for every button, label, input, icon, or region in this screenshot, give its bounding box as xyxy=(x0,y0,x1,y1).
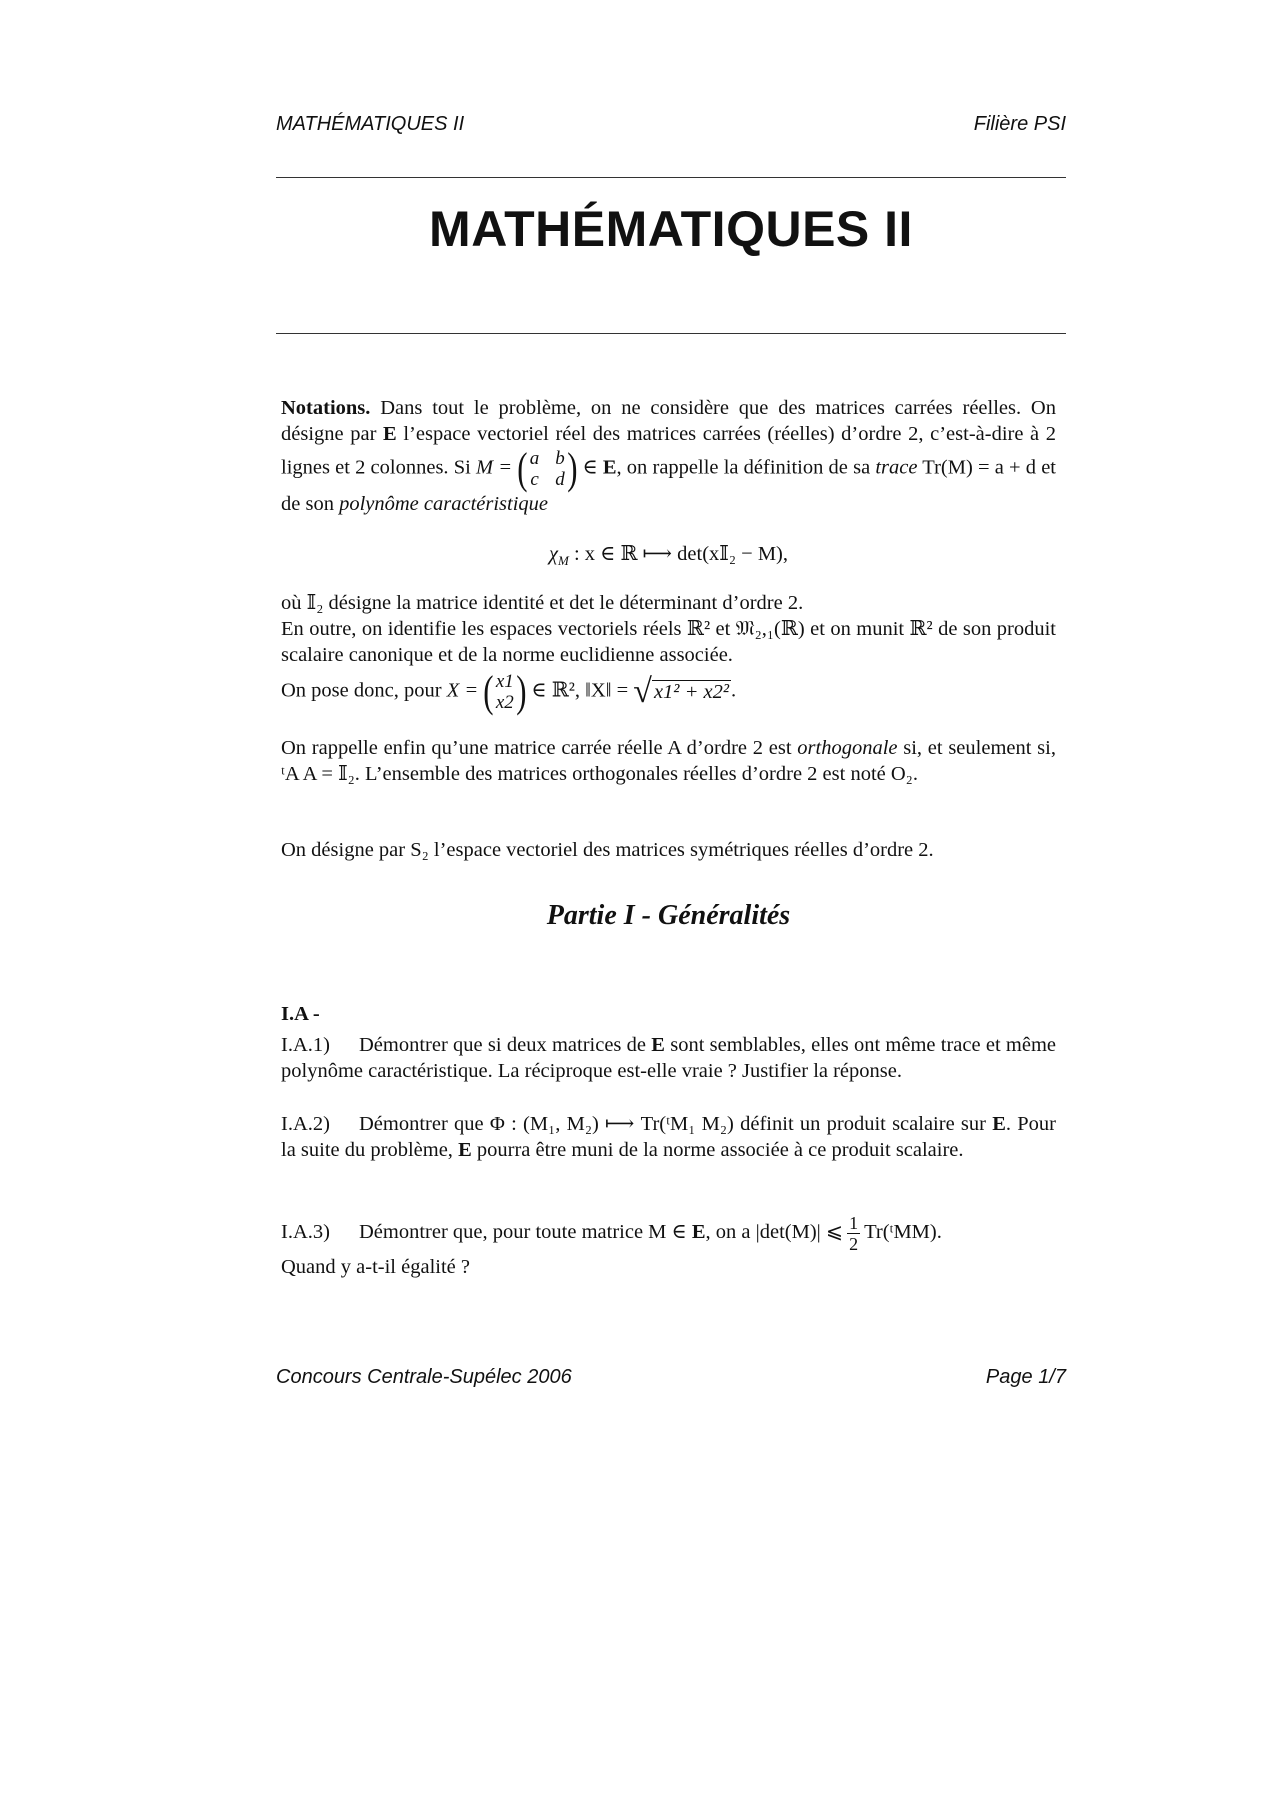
sqrt-expression: √x1² + x2² xyxy=(633,673,730,710)
chi-subscript: M xyxy=(558,553,569,569)
title-rule-top xyxy=(276,177,1066,178)
symbol-E: E xyxy=(992,1113,1006,1135)
symmetric-text: On désigne par S₂ l’espace vectoriel des matrices symétriques réelles d’ordre 2. xyxy=(281,839,934,861)
fraction-denominator: 2 xyxy=(849,1234,859,1254)
symbol-E: E xyxy=(691,1221,706,1244)
question-text: Quand y a-t-il égalité ? xyxy=(281,1256,470,1278)
spaces-text: En outre, on identifie les espaces vectoriels réels ℝ² et 𝔐₂,₁(ℝ) et on munit ℝ² de son produit scalaire canonique et de la norme euclidienne associée. xyxy=(281,618,1056,666)
trace-formula: Tr(M) = a + d xyxy=(922,456,1037,479)
chi-rest: : x ∈ ℝ ⟼ det(x𝕀₂ − M), xyxy=(568,543,789,565)
section-label: I.A - xyxy=(281,1003,320,1025)
orthogonal-text-a: On rappelle enfin qu’une matrice carrée réelle A d’ordre 2 est xyxy=(281,737,792,759)
matrix-entry: a xyxy=(529,448,540,469)
chi-definition xyxy=(281,541,1056,569)
question-number: I.A.2) xyxy=(281,1113,330,1135)
norm-end: . xyxy=(731,679,737,702)
orthogonal-paragraph xyxy=(281,735,1056,787)
notations-text-1: Dans tout le problème, on ne considère que des matrices carrées réelles. On désigne par xyxy=(281,397,1056,445)
question-1 xyxy=(281,1032,1056,1084)
symbol-E: E xyxy=(651,1034,665,1056)
notations-text-4: et de son xyxy=(281,456,1056,515)
question-2 xyxy=(281,1111,1056,1163)
orthogonal-word: orthogonale xyxy=(797,737,898,759)
header-track: Filière PSI xyxy=(973,113,1066,135)
notations-text-2: l’espace vectoriel réel des matrices carrées (réelles) d’ordre 2, c’est-à-dire à 2 lignes et 2 colonnes. Si xyxy=(281,423,1057,479)
running-header xyxy=(276,113,1066,143)
question-number: I.A.1) xyxy=(281,1034,330,1056)
vector-X-eq: X = xyxy=(446,679,479,702)
question-text: Démontrer que Φ : (M₁, M₂) ⟼ Tr(ᵗM₁ M₂) définit un produit scalaire sur xyxy=(359,1113,986,1135)
matrix-entry: c xyxy=(530,469,539,490)
matrix-M-eq: M = xyxy=(476,456,513,479)
question-text: Tr(ᵗMM). xyxy=(864,1221,942,1244)
matrix-entry: d xyxy=(555,469,565,490)
symbol-E: E xyxy=(458,1139,472,1161)
vector-entry: x2 xyxy=(495,692,514,713)
footer-page-number: Page 1/7 xyxy=(985,1366,1066,1388)
question-text: . Pour la suite du problème, xyxy=(281,1113,1057,1161)
footer-contest: Concours Centrale-Supélec 2006 xyxy=(276,1366,572,1388)
page-footer xyxy=(276,1366,1066,1396)
identity-text: où 𝕀₂ désigne la matrice identité et det le déterminant d’ordre 2. xyxy=(281,592,804,614)
norm-mid: ∈ ℝ², ‖X‖ = xyxy=(531,679,629,702)
matrix-M: ( a b c d ) xyxy=(517,444,578,493)
symmetric-paragraph xyxy=(281,837,1056,863)
question-text: pourra être muni de la norme associée à ce produit scalaire. xyxy=(476,1139,964,1161)
question-text: Démontrer que si deux matrices de xyxy=(359,1034,647,1056)
trace-word: trace xyxy=(875,456,918,479)
fraction-numerator: 1 xyxy=(849,1213,859,1233)
question-text: sont semblables, elles ont même trace et même polynôme caractéristique. La réciproque est-elle vraie ? Justifier la réponse. xyxy=(281,1034,1056,1082)
notations-lead: Notations. xyxy=(281,397,371,419)
identity-paragraph xyxy=(281,590,1056,668)
in-symbol: ∈ xyxy=(582,456,598,479)
orthogonal-text-b: si, et seulement si, ᵗA A = 𝕀₂. L’ensemble des matrices orthogonales réelles d’ordre 2 est noté O₂. xyxy=(281,737,1056,785)
symbol-E: E xyxy=(383,423,397,445)
matrix-entry: b xyxy=(555,448,565,469)
question-3 xyxy=(281,1213,1056,1280)
vector-entry: x1 xyxy=(495,671,514,692)
symbol-E: E xyxy=(602,456,617,479)
sqrt-radicand: x1² + x2² xyxy=(653,681,730,703)
chi-symbol: χ xyxy=(548,543,559,565)
polynome-word: polynôme caractéristique xyxy=(339,493,549,515)
notations-paragraph xyxy=(281,395,1056,517)
page-title: MATHÉMATIQUES II xyxy=(429,201,913,257)
header-subject: MATHÉMATIQUES II xyxy=(276,113,465,135)
part-title: Partie I - Généralités xyxy=(546,900,791,931)
title-rule-bottom xyxy=(276,333,1066,334)
norm-paragraph xyxy=(281,667,1056,716)
question-number: I.A.3) xyxy=(281,1221,330,1244)
vector-X: ( x1 x2 ) xyxy=(483,667,527,716)
norm-lead: On pose donc, pour xyxy=(281,679,442,702)
question-text: Démontrer que, pour toute matrice M ∈ xyxy=(359,1221,687,1244)
fraction-one-half xyxy=(847,1213,860,1254)
question-text: , on a |det(M)| ⩽ xyxy=(705,1221,844,1244)
notations-text-3: , on rappelle la définition de sa xyxy=(616,456,871,479)
